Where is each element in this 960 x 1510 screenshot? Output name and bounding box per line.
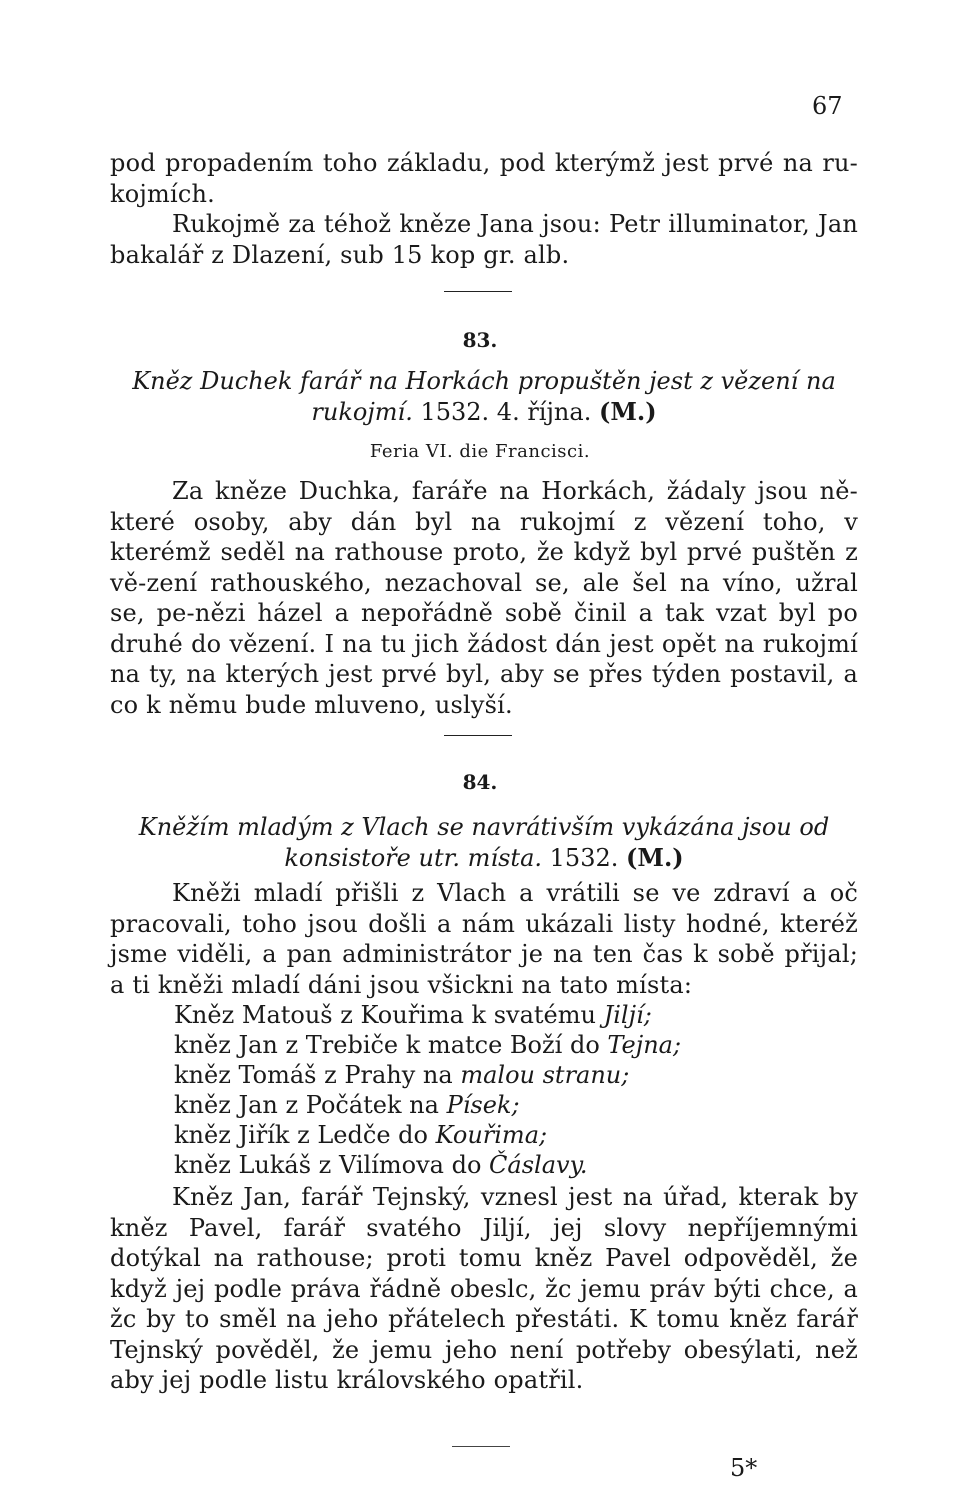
section-83-number: 83. bbox=[462, 328, 498, 352]
section-83-body: Za kněze Duchka, faráře na Horkách, žádaly jsou ně-které osoby, aby dán byl na rukojmí z vězení toho, v kterémž seděl na rathouse proto, že když byl prvé puštěn z vě-zení rathouského, nezachoval se, ale šel na víno, užral se, pe-nězi házel a nepořádně sobě činil a tak vzat byl po druhé do vězení. I na tu jich žádost dán jest opět na rukojmí na ty, na kterých jest prvé byl, aby se přes týden postavil, a co k němu bude mluveno, uslyší. bbox=[110, 477, 858, 719]
section-83-heading-line1: Kněz Duchek farář na Horkách propuštěn jest z vězení na bbox=[132, 367, 836, 395]
page-number: 67 bbox=[812, 92, 843, 120]
list-item-text: kněz Tomáš z Prahy na bbox=[174, 1061, 461, 1089]
list-item bbox=[174, 1120, 874, 1150]
list-item bbox=[174, 1000, 874, 1030]
section-83-heading-date: 1532. 4. října. bbox=[420, 397, 592, 426]
section-83-heading-line2 bbox=[110, 397, 858, 428]
section-84-heading bbox=[110, 812, 858, 873]
list-item-place: Kouřima; bbox=[435, 1121, 548, 1149]
section-84-body-block bbox=[110, 878, 858, 1000]
list-item bbox=[174, 1090, 874, 1120]
section-83-body-block bbox=[110, 476, 858, 720]
list-item-text: kněz Jan z Trebiče k matce Boží do bbox=[174, 1031, 608, 1059]
list-item bbox=[174, 1060, 874, 1090]
intro-paragraph: pod propadením toho základu, pod kterýmž jest prvé na ru-kojmích. bbox=[110, 149, 858, 208]
section-84-body: Kněži mladí přišli z Vlach a vrátili se ve zdraví a oč pracovali, toho jsou došli a nám ukázali listy hodné, kteréž jsme viděli, a pan administrátor je na ten čas k sobě přijal; a ti kněži mladí dáni jsou všickni na tato místa: bbox=[110, 879, 858, 999]
section-84-number: 84. bbox=[462, 770, 498, 794]
section-divider bbox=[444, 291, 512, 292]
list-item-text: kněz Jan z Počátek na bbox=[174, 1091, 447, 1119]
list-item-text: Kněz Matouš z Kouřima k svatému bbox=[174, 1001, 604, 1029]
section-divider bbox=[444, 735, 512, 736]
footer-rule bbox=[452, 1446, 510, 1447]
list-item-text: kněz Lukáš z Vilímova do bbox=[174, 1151, 490, 1179]
section-84-heading-source: (M.) bbox=[626, 842, 684, 872]
list-item-place: Tejna; bbox=[607, 1031, 682, 1059]
assignment-list bbox=[174, 1000, 874, 1180]
section-83-heading-italic: rukojmí. bbox=[311, 397, 413, 426]
section-83-date: Feria VI. die Francisci. bbox=[369, 441, 591, 462]
list-item-place: malou stranu; bbox=[460, 1061, 630, 1089]
list-item-place: Čáslavy. bbox=[489, 1151, 588, 1179]
section-84-heading-date: 1532. bbox=[549, 843, 619, 872]
intro-paragraph-2: Rukojmě za téhož kněze Jana jsou: Petr illuminator, Jan bakalář z Dlazení, sub 15 kop gr. alb. bbox=[110, 210, 858, 269]
section-84-body-2: Kněz Jan, farář Tejnský, vznesl jest na úřad, kterak by kněz Pavel, farář svatého Jiljí, jej slovy nepříjemnými dotýkal na rathouse; proti tomu kněz Pavel odpověděl, že když jej podle práva řádně obeslc, žc jemu práv býti chce, a žc by to směl na jeho přátelech přestáti. K tomu kněz farář Tejnský pověděl, že jemu jeho není potřeby obesýlati, než aby jej podle listu královského opatřil. bbox=[110, 1183, 858, 1394]
section-84-heading-line2 bbox=[110, 843, 858, 874]
list-item-text: kněz Jiřík z Ledče do bbox=[174, 1121, 436, 1149]
intro-block bbox=[110, 148, 858, 270]
list-item-place: Jiljí; bbox=[603, 1001, 652, 1029]
list-item-place: Písek; bbox=[446, 1091, 520, 1119]
section-84-heading-italic: konsistoře utr. místa. bbox=[284, 843, 543, 872]
signature-mark: 5* bbox=[730, 1454, 758, 1482]
section-83-heading-source: (M.) bbox=[598, 396, 657, 426]
list-item bbox=[174, 1030, 874, 1060]
list-item bbox=[174, 1150, 874, 1180]
section-83-heading bbox=[110, 366, 858, 427]
section-84-body-2-block bbox=[110, 1182, 858, 1396]
section-84-heading-line1: Kněžím mladým z Vlach se navrátivším vykázána jsou od bbox=[138, 813, 830, 841]
